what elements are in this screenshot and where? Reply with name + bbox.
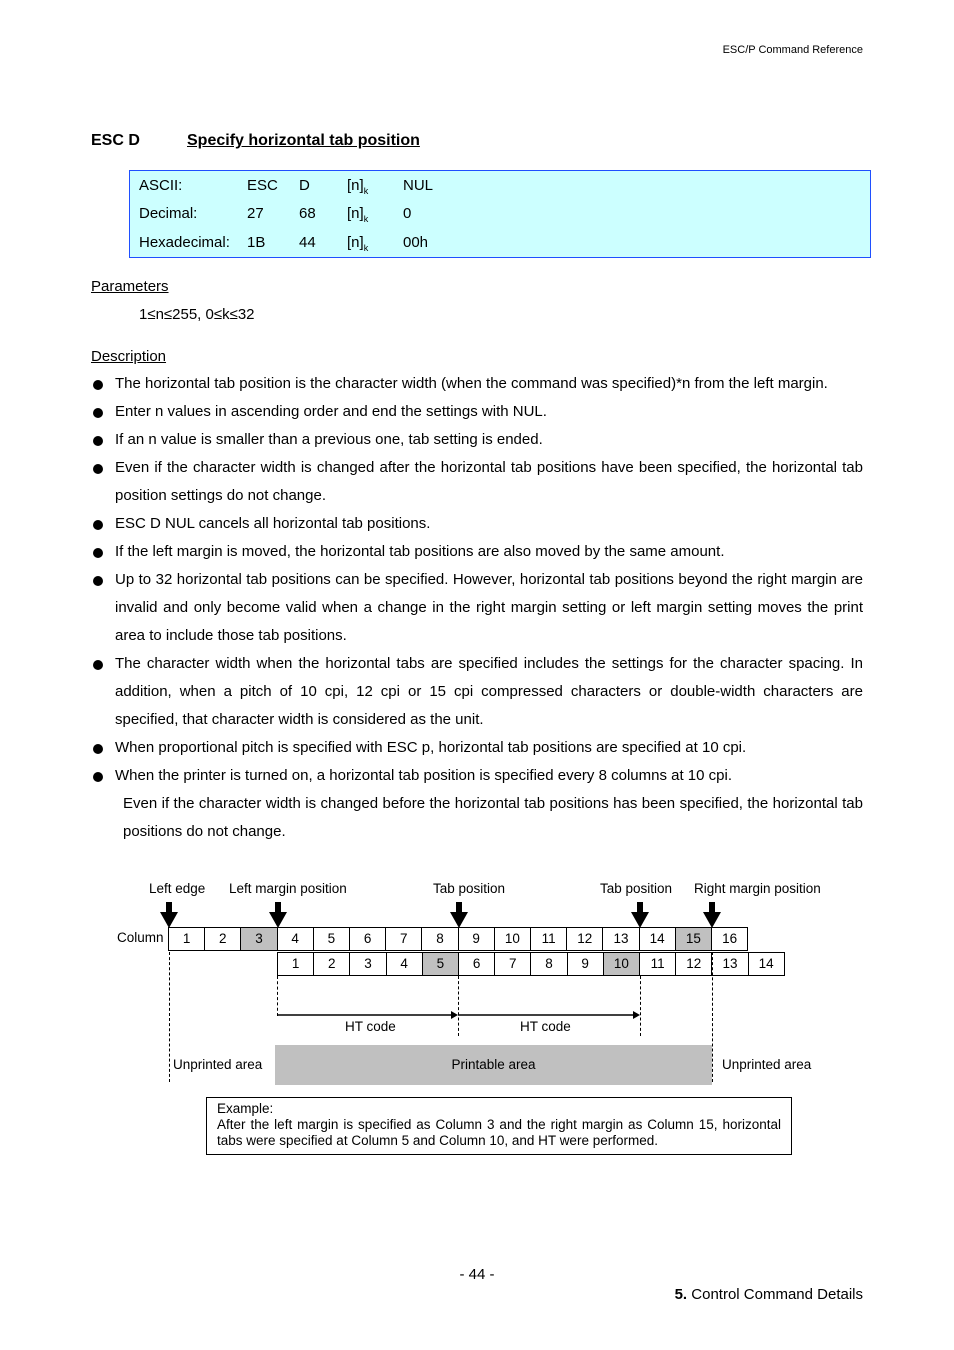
down-arrow-icon xyxy=(450,902,468,928)
column-cell: 6 xyxy=(458,952,495,976)
code-3-sub: k xyxy=(363,243,369,253)
ht-arrows-icon xyxy=(277,1009,643,1021)
column-cell: 2 xyxy=(204,927,241,951)
code-4: 00h xyxy=(403,234,429,251)
bullet-icon xyxy=(93,520,103,530)
description-heading: Description xyxy=(91,348,167,365)
column-cell: 9 xyxy=(458,927,495,951)
list-item: If the left margin is moved, the horizontal tab positions are also moved by the same amount. xyxy=(91,538,863,566)
column-cell: 2 xyxy=(313,952,350,976)
list-item: If an n value is smaller than a previous one, tab setting is ended. xyxy=(91,426,863,454)
ht-code-label-2: HT code xyxy=(520,1019,571,1034)
list-item-continuation: Even if the character width is changed before the horizontal tab positions has been specified, the horizontal tab positions do not change. xyxy=(123,795,863,840)
tab-position-label-2: Tab position xyxy=(600,881,673,896)
code-3-sub: k xyxy=(363,186,369,196)
code-1: 1B xyxy=(247,234,266,251)
bullet-icon xyxy=(93,660,103,670)
tab-line-1 xyxy=(458,976,459,1036)
page-number: - 44 - xyxy=(459,1266,495,1283)
bullet-icon xyxy=(93,744,103,754)
down-arrow-icon xyxy=(269,902,287,928)
column-cell: 7 xyxy=(385,927,422,951)
section-title xyxy=(91,132,420,150)
column-cell: 3 xyxy=(240,927,277,951)
list-item: The horizontal tab position is the character width (when the command was specified)*n from the left margin. xyxy=(91,370,863,398)
list-item: When proportional pitch is specified with ESC p, horizontal tab positions are specified at 10 cpi. xyxy=(91,734,863,762)
command-description: Specify horizontal tab position xyxy=(187,132,420,149)
column-label: Column xyxy=(117,930,164,945)
printable-area: Printable area xyxy=(275,1045,712,1085)
example-box xyxy=(206,1097,792,1155)
command-format-box xyxy=(129,170,871,258)
code-3-base: [n] xyxy=(347,177,364,194)
code-3 xyxy=(347,177,368,196)
column-cell: 8 xyxy=(530,952,567,976)
description-list xyxy=(91,370,863,846)
down-arrow-icon xyxy=(703,902,721,928)
bullet-icon xyxy=(93,408,103,418)
code-4: NUL xyxy=(403,177,434,194)
code-1: 27 xyxy=(247,205,264,222)
row-label: ASCII: xyxy=(139,177,183,194)
left-edge-line xyxy=(169,952,170,1082)
unprinted-area-right: Unprinted area xyxy=(722,1057,812,1072)
down-arrow-icon xyxy=(160,902,178,928)
column-cell: 12 xyxy=(566,927,603,951)
code-3-sub: k xyxy=(363,214,369,224)
list-item: Up to 32 horizontal tab positions can be specified. However, horizontal tab positions beyond the right margin are invalid and only become valid when a change in the right margin setting or left margin setting moves the print area to include those tab positions. xyxy=(91,566,863,650)
column-cell: 11 xyxy=(639,952,676,976)
bullet-icon xyxy=(93,576,103,586)
list-item: Enter n values in ascending order and end the settings with NUL. xyxy=(91,398,863,426)
ht-code-label-1: HT code xyxy=(345,1019,396,1034)
chapter-number: 5. xyxy=(674,1286,688,1303)
column-cell: 11 xyxy=(530,927,567,951)
left-edge-label: Left edge xyxy=(149,881,206,896)
parameters-heading: Parameters xyxy=(91,278,169,295)
row-label: Decimal: xyxy=(139,205,198,222)
column-cell: 15 xyxy=(675,927,712,951)
list-item: ESC D NUL cancels all horizontal tab positions. xyxy=(91,510,863,538)
chapter-title: Control Command Details xyxy=(691,1286,863,1303)
left-margin-label: Left margin position xyxy=(229,881,347,896)
column-cell: 9 xyxy=(567,952,604,976)
column-cell: 16 xyxy=(711,927,748,951)
column-cell: 7 xyxy=(494,952,531,976)
bullet-icon xyxy=(93,380,103,390)
column-cell: 13 xyxy=(602,927,639,951)
column-cell: 13 xyxy=(711,952,748,976)
column-cell: 8 xyxy=(421,927,458,951)
down-arrow-icon xyxy=(631,902,649,928)
column-cell: 10 xyxy=(603,952,640,976)
tab-position-label-1: Tab position xyxy=(433,881,506,896)
column-cell: 1 xyxy=(277,952,314,976)
code-3-base: [n] xyxy=(347,234,364,251)
bullet-icon xyxy=(93,772,103,782)
header-reference: ESC/P Command Reference xyxy=(722,44,863,56)
column-cell: 5 xyxy=(422,952,459,976)
column-cell: 12 xyxy=(675,952,712,976)
right-margin-line xyxy=(712,952,713,1082)
code-2: D xyxy=(299,177,310,194)
example-heading: Example: xyxy=(217,1101,274,1116)
column-cell: 4 xyxy=(277,927,314,951)
command-name: ESC D xyxy=(91,132,140,149)
column-cell: 1 xyxy=(168,927,205,951)
list-item: The character width when the horizontal tabs are specified includes the settings for the character spacing. In addition, when a pitch of 10 cpi, 12 cpi or 15 cpi compressed characters or double-width characters are specified, that character width is considered as the unit. xyxy=(91,650,863,734)
example-text: After the left margin is specified as Column 3 and the right margin as Column 15, horizontal tabs were specified at Column 5 and Column 10, and HT were performed. xyxy=(217,1117,781,1148)
code-3 xyxy=(347,234,368,253)
column-cell: 5 xyxy=(313,927,350,951)
column-cell: 10 xyxy=(494,927,531,951)
column-cell: 14 xyxy=(639,927,676,951)
bullet-icon xyxy=(93,436,103,446)
bullet-icon xyxy=(93,548,103,558)
bullet-icon xyxy=(93,464,103,474)
code-3 xyxy=(347,205,368,224)
row-label: Hexadecimal: xyxy=(139,234,230,251)
code-3-base: [n] xyxy=(347,205,364,222)
unprinted-area-left: Unprinted area xyxy=(173,1057,263,1072)
parameters-text: 1≤n≤255, 0≤k≤32 xyxy=(139,306,255,323)
right-margin-label: Right margin position xyxy=(694,881,821,896)
column-cell: 4 xyxy=(386,952,423,976)
chapter-footer xyxy=(675,1286,863,1303)
list-item: When the printer is turned on, a horizontal tab position is specified every 8 columns at 10 cpi. xyxy=(91,762,863,790)
tab-line-2 xyxy=(640,976,641,1036)
code-4: 0 xyxy=(403,205,412,222)
list-item: Even if the character width is changed after the horizontal tab positions have been specified, the horizontal tab position settings do not change. xyxy=(91,454,863,510)
code-2: 68 xyxy=(299,205,316,222)
code-1: ESC xyxy=(247,177,278,194)
code-2: 44 xyxy=(299,234,316,251)
column-cell: 3 xyxy=(349,952,386,976)
column-cell: 14 xyxy=(748,952,785,976)
column-cell: 6 xyxy=(349,927,386,951)
